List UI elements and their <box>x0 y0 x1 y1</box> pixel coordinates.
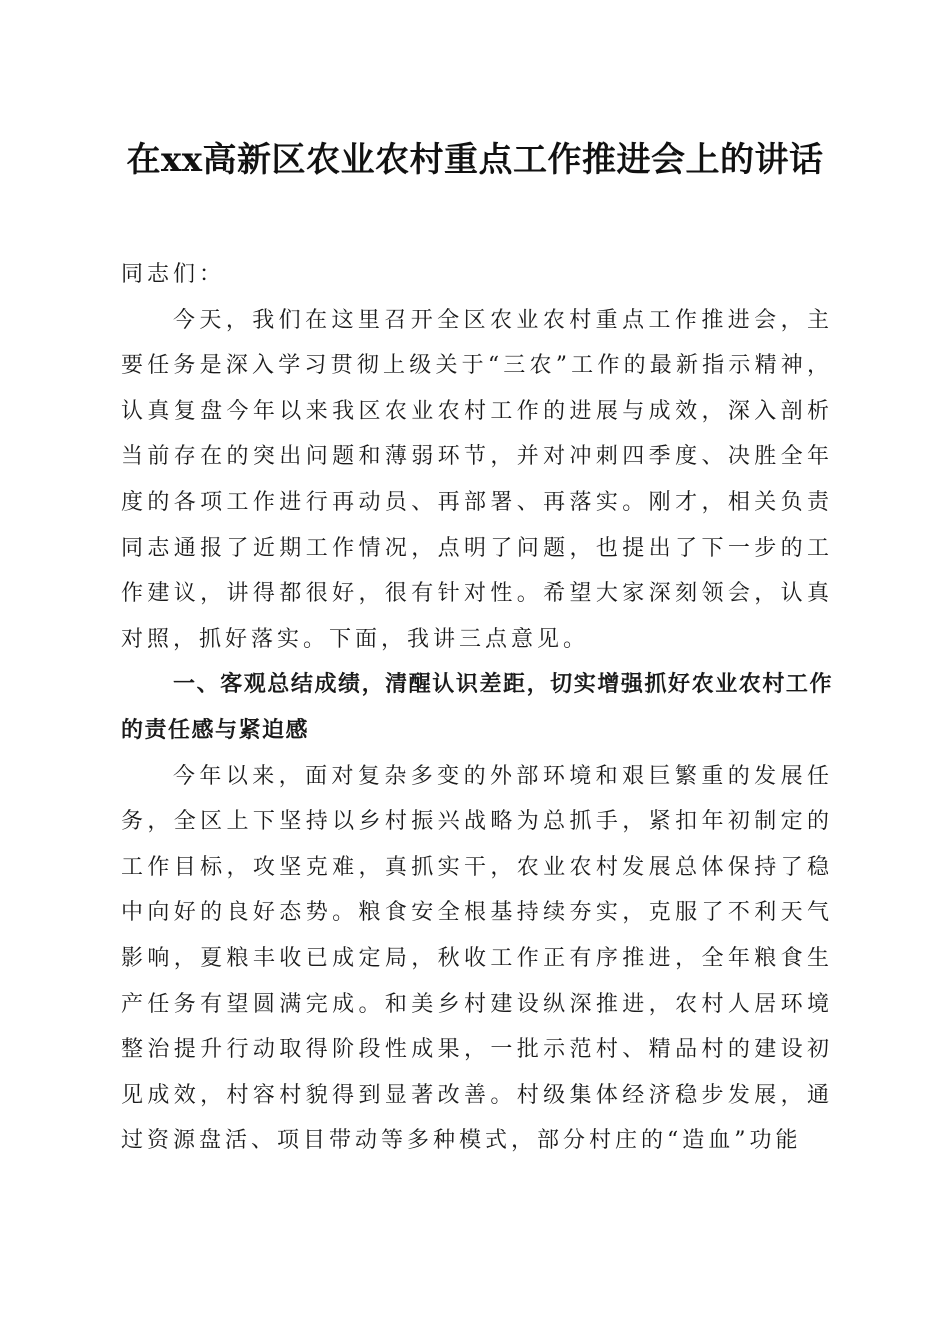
section-1-paragraph: 今年以来，面对复杂多变的外部环境和艰巨繁重的发展任务，全区上下坚持以乡村振兴战略为总抓手，紧扣年初制定的工作目标，攻坚克难，真抓实干，农业农村发展总体保持了稳中向好的良好态势。粮食安全根基持续夯实，克服了不利天气影响，夏粮丰收已成定局，秋收工作正有序推进，全年粮食生产任务有望圆满完成。和美乡村建设纵深推进，农村人居环境整治提升行动取得阶段性成果，一批示范村、精品村的建设初见成效，村容村貌得到显著改善。村级集体经济稳步发展，通过资源盘活、项目带动等多种模式，部分村庄的“造血”功能 <box>121 763 833 1154</box>
section-heading-1: 一、客观总结成绩，清醒认识差距，切实增强抓好农业农村工作的责任感与紧迫感 <box>121 672 833 743</box>
document-body <box>121 252 833 1164</box>
document-title: 在xx高新区农业农村重点工作推进会上的讲话 <box>126 140 824 180</box>
salutation: 同志们： <box>121 262 226 287</box>
intro-paragraph: 今天，我们在这里召开全区农业农村重点工作推进会，主要任务是深入学习贯彻上级关于“三农”工作的最新指示精神，认真复盘今年以来我区农业农村工作的进展与成效，深入剖析当前存在的突出问题和薄弱环节，并对冲刺四季度、决胜全年度的各项工作进行再动员、再部署、再落实。刚才，相关负责同志通报了近期工作情况，点明了问题，也提出了下一步的工作建议，讲得都很好，很有针对性。希望大家深刻领会，认真对照，抓好落实。下面，我讲三点意见。 <box>121 307 833 652</box>
